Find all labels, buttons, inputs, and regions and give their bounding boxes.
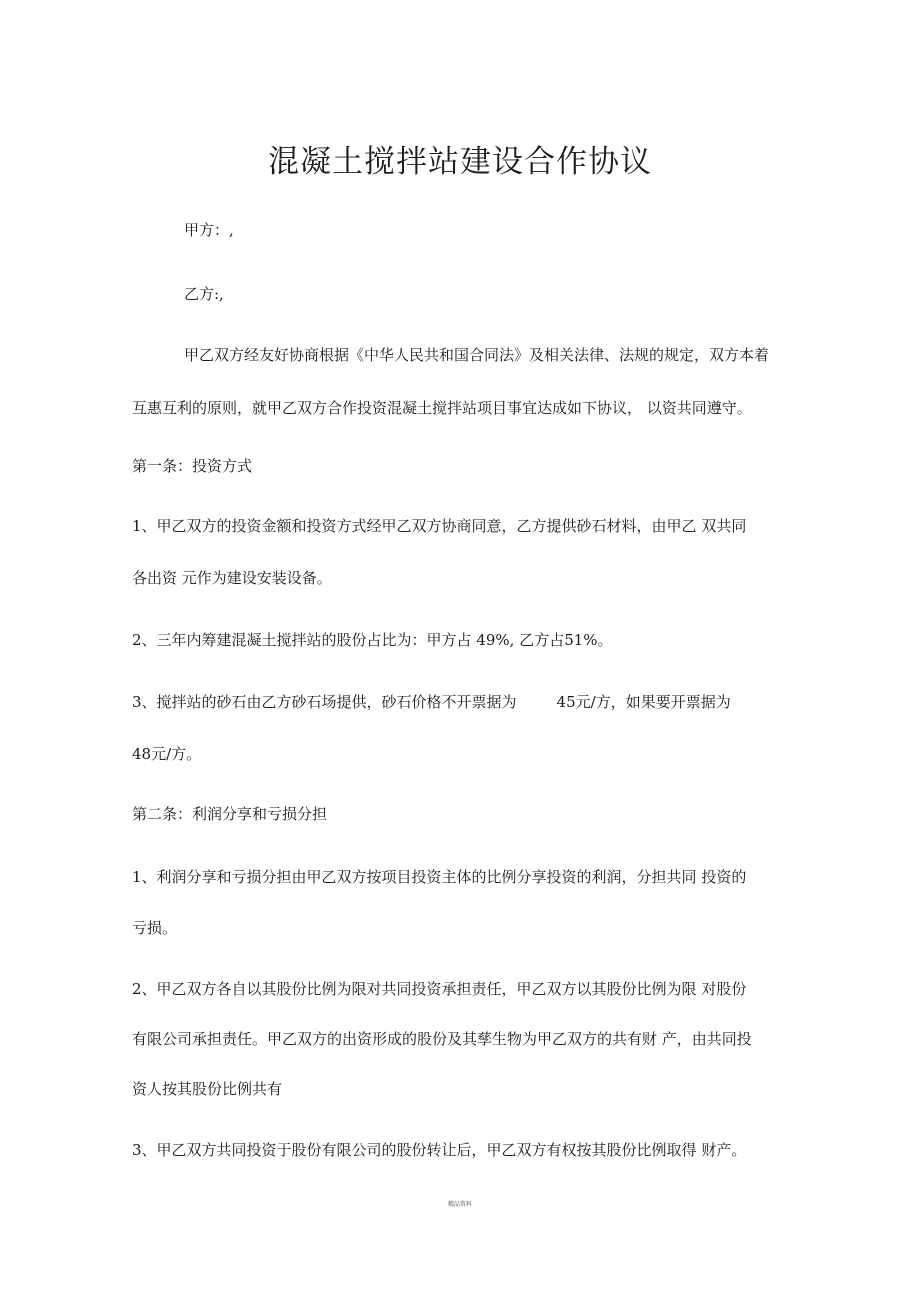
- article-2-item-1-line-2: 亏损。: [132, 919, 178, 937]
- article-1-item-1-line-1: 1、甲乙双方的投资金额和投资方式经甲乙双方协商同意，乙方提供砂石材料，由甲乙 双共同: [132, 517, 747, 535]
- article-2-heading: 第二条：利润分享和亏损分担: [132, 805, 328, 823]
- article-1-item-3-part-a: 3、搅拌站的砂石由乙方砂石场提供，砂石价格不开票据为: [132, 693, 517, 711]
- party-b-line: 乙方:,: [184, 285, 224, 303]
- article-1-item-3-part-b: 45元/方，如果要开票据为: [556, 693, 731, 711]
- intro-line-2: 互惠互利的原则，就甲乙双方合作投资混凝土搅拌站项目事宜达成如下协议， 以资共同遵守。: [132, 399, 752, 417]
- article-2-item-2-line-1: 2、甲乙双方各自以其股份比例为限对共同投资承担责任，甲乙双方以其股份比例为限 对股份: [132, 980, 747, 998]
- article-1-item-3-line-1: [132, 692, 731, 712]
- article-1-item-3-line-2: 48元/方。: [132, 745, 202, 763]
- article-1-item-2: 2、三年内筹建混凝土搅拌站的股份占比为：甲方占 49%, 乙方占51%。: [132, 631, 613, 649]
- page-title: 混凝土搅拌站建设合作协议: [268, 144, 652, 180]
- party-a-line: 甲方：,: [184, 221, 234, 239]
- page-footer: 精品资料: [447, 1201, 472, 1208]
- article-2-item-1-line-1: 1、利润分享和亏损分担由甲乙双方按项目投资主体的比例分享投资的利润，分担共同 投资的: [132, 868, 747, 886]
- article-2-item-3: 3、甲乙双方共同投资于股份有限公司的股份转让后，甲乙双方有权按其股份比例取得 财产。: [132, 1141, 747, 1159]
- article-2-item-2-line-2: 有限公司承担责任。甲乙双方的出资形成的股份及其孳生物为甲乙双方的共有财 产，由共同投: [132, 1030, 752, 1048]
- article-2-item-2-line-3: 资人按其股份比例共有: [132, 1080, 283, 1098]
- intro-line-1: 甲乙双方经友好协商根据《中华人民共和国合同法》及相关法律、法规的规定，双方本着: [184, 346, 770, 364]
- article-1-item-1-line-2: 各出资 元作为建设安装设备。: [132, 569, 332, 587]
- article-1-heading: 第一条：投资方式: [132, 457, 253, 475]
